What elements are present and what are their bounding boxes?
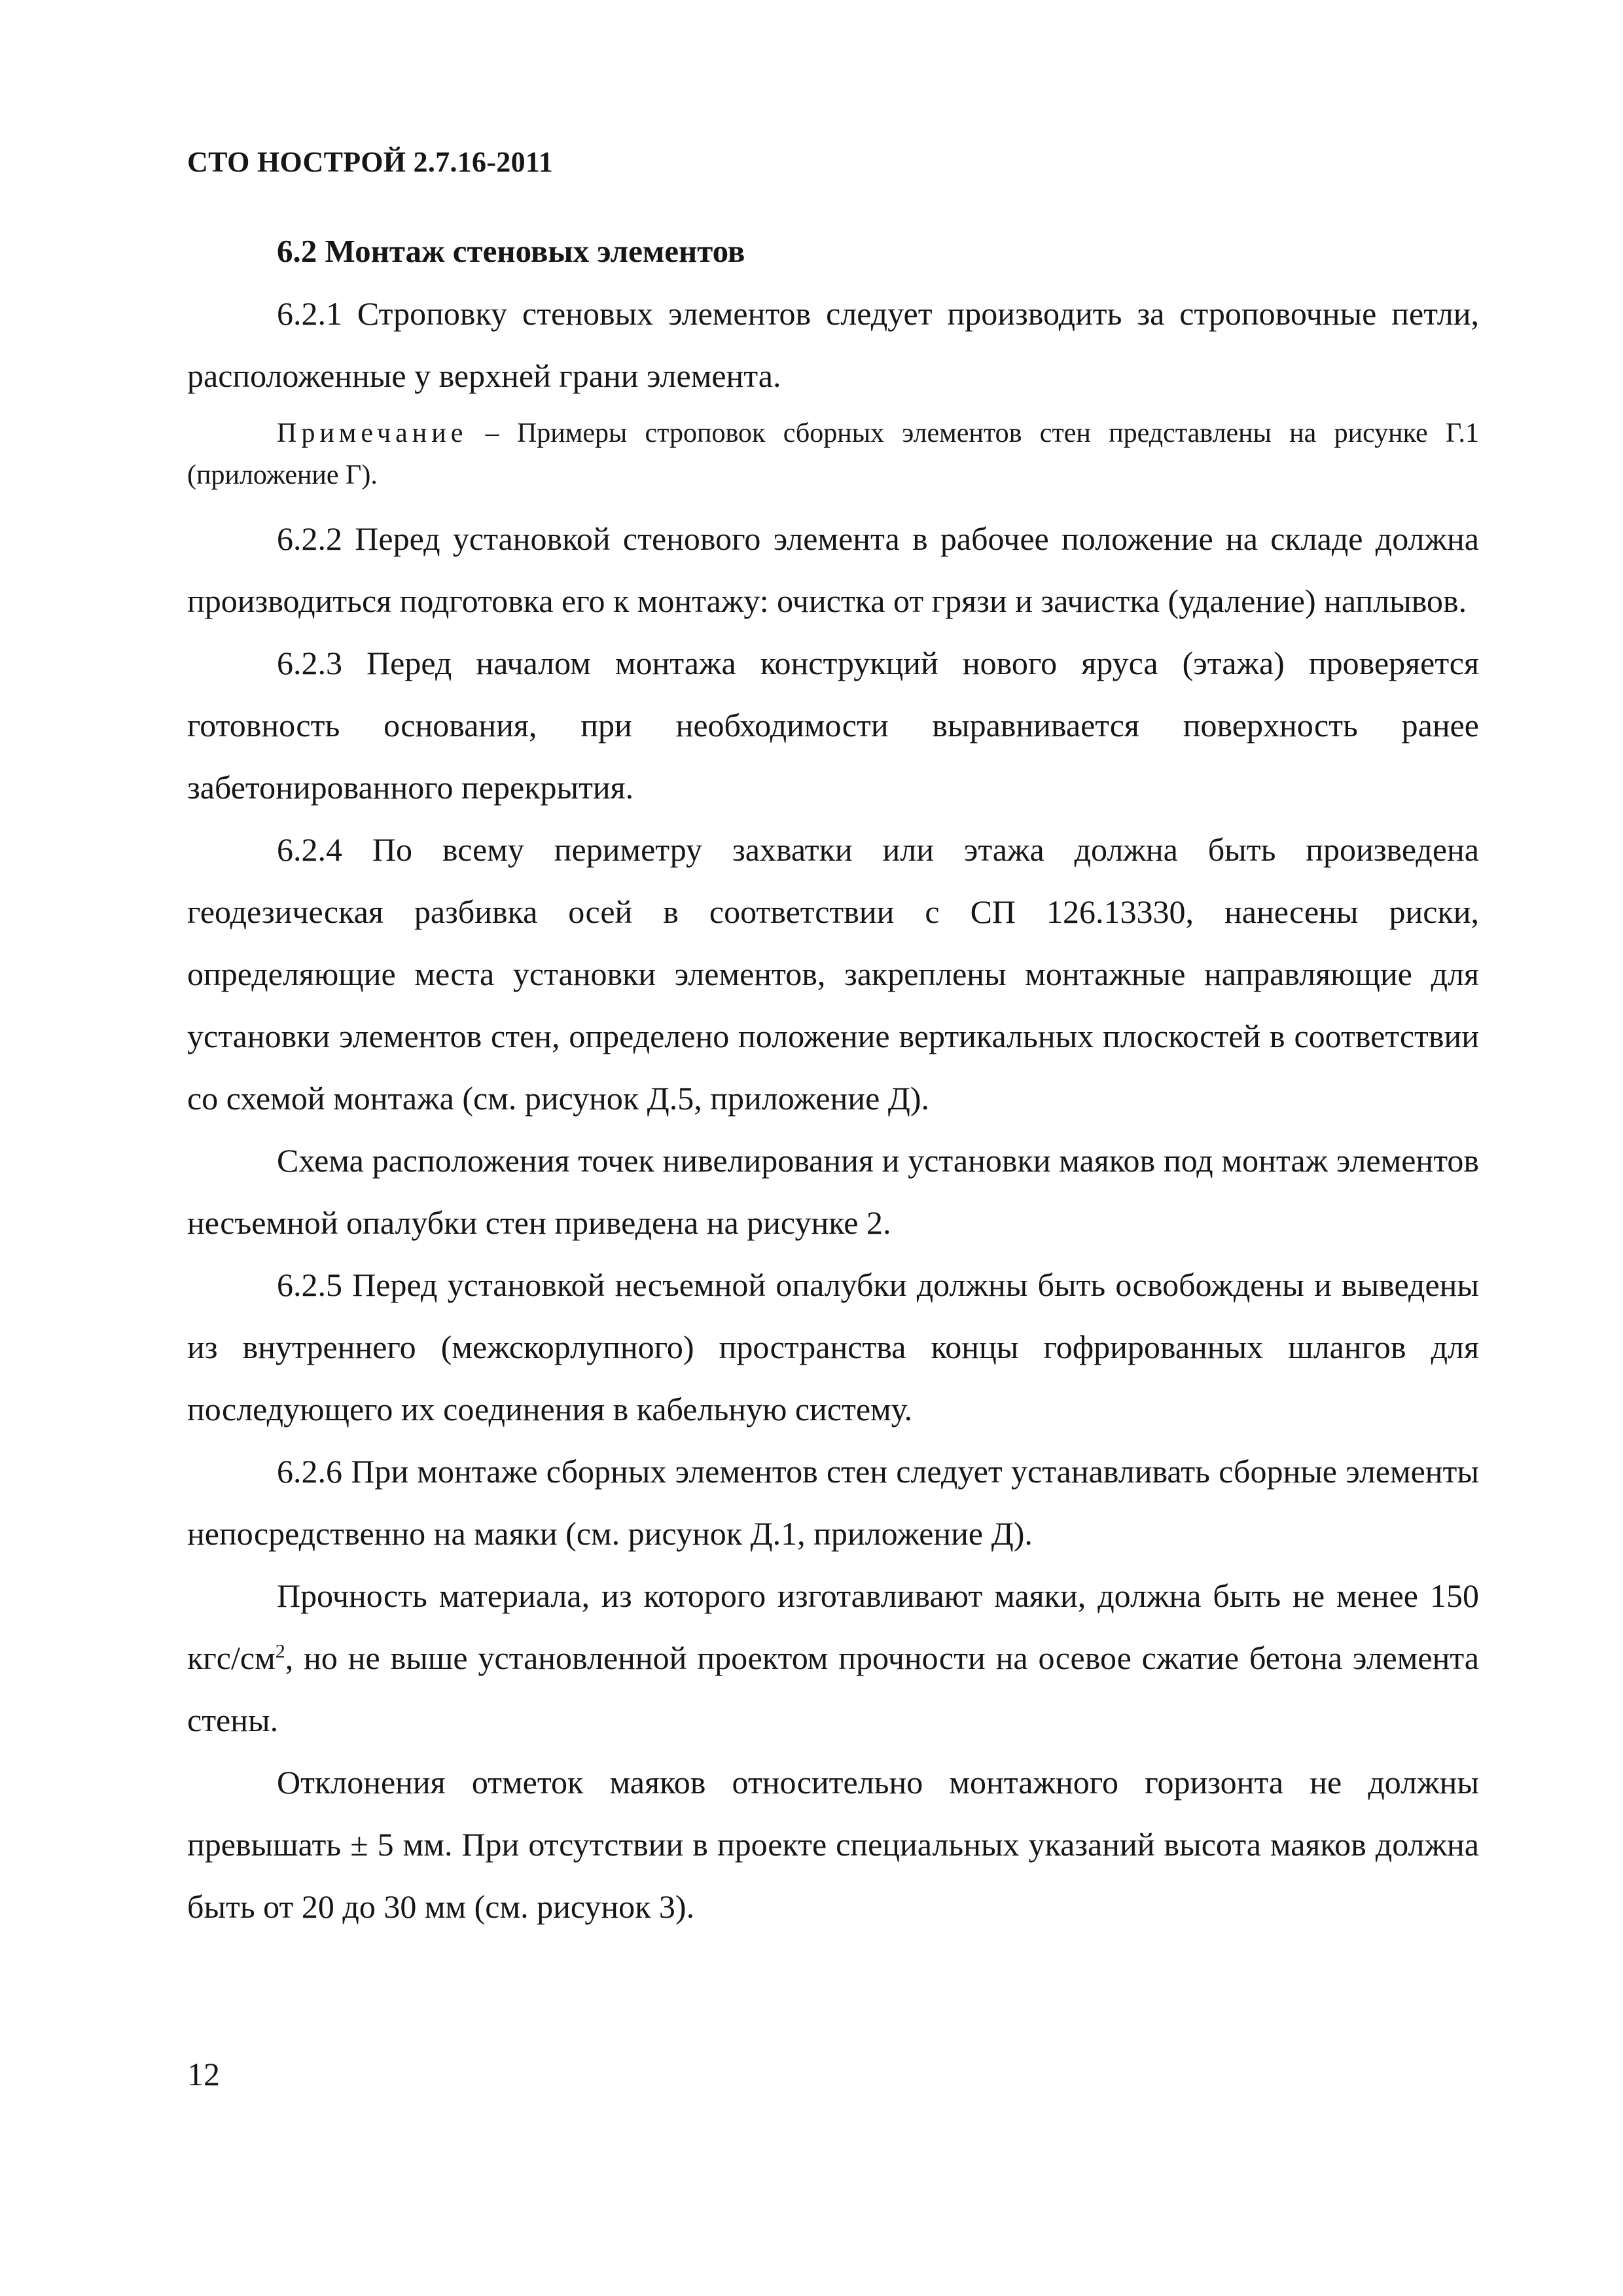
paragraph-levelling-scheme: Схема расположения точек нивелирования и установки маяков под монтаж элементов несъемной опалубки стен приведена на рисунке 2. xyxy=(187,1142,1479,1241)
note-label: Примечание xyxy=(277,418,468,448)
paragraph-beacon-strength xyxy=(187,1565,1479,1751)
document-body xyxy=(187,220,1479,1938)
paragraph-beacon-deviation: Отклонения отметок маяков относительно монтажного горизонта не должны превышать ± 5 мм. При отсутствии в проекте специальных указаний высота маяков должна быть от 20 до 30 мм (см. рисунок 3). xyxy=(187,1764,1479,1925)
paragraph-6-2-1: 6.2.1 Строповку стеновых элементов следует производить за строповочные петли, расположенные у верхней грани элемента. xyxy=(187,295,1479,394)
superscript-2: 2 xyxy=(275,1640,285,1662)
section-title: 6.2 Монтаж стеновых элементов xyxy=(277,233,745,269)
note xyxy=(187,412,1479,496)
paragraph-6-2-5: 6.2.5 Перед установкой несъемной опалубки должны быть освобождены и выведены из внутреннего (межскорлупного) пространства концы гофрированных шлангов для последующего их соединения в кабельную систему. xyxy=(187,1266,1479,1427)
paragraph-6-2-3: 6.2.3 Перед началом монтажа конструкций нового яруса (этажа) проверяется готовность основания, при необходимости выравнивается поверхность ранее забетонированного перекрытия. xyxy=(187,645,1479,806)
paragraph-6-2-2: 6.2.2 Перед установкой стенового элемента в рабочее положение на складе должна производиться подготовка его к монтажу: очистка от грязи и зачистка (удаление) наплывов. xyxy=(187,520,1479,619)
document-code-header: СТО НОСТРОЙ 2.7.16-2011 xyxy=(187,146,554,178)
paragraph-6-2-4: 6.2.4 По всему периметру захватки или этажа должна быть произведена геодезическая разбивка осей в соответствии с СП 126.13330, нанесены риски, определяющие места установки элементов, закреплены монтажные направляющие для установки элементов стен, определено положение вертикальных плоскостей в соответствии со схемой монтажа (см. рисунок Д.5, приложение Д). xyxy=(187,831,1479,1117)
paragraph-6-2-6: 6.2.6 При монтаже сборных элементов стен следует устанавливать сборные элементы непосредственно на маяки (см. рисунок Д.1, приложение Д). xyxy=(187,1453,1479,1552)
beacon-strength-text-end: , но не выше установленной проектом прочности на осевое сжатие бетона элемента стены. xyxy=(187,1640,1479,1738)
page-number: 12 xyxy=(187,2056,220,2092)
document-page xyxy=(187,0,1479,2296)
beacon-strength-text-start: Прочность материала, из которого изготавливают маяки, должна быть не менее 150 кгс/см xyxy=(187,1577,1479,1676)
note-text: – Примеры строповок сборных элементов стен представлены на рисунке Г.1 (приложение Г). xyxy=(187,418,1479,490)
